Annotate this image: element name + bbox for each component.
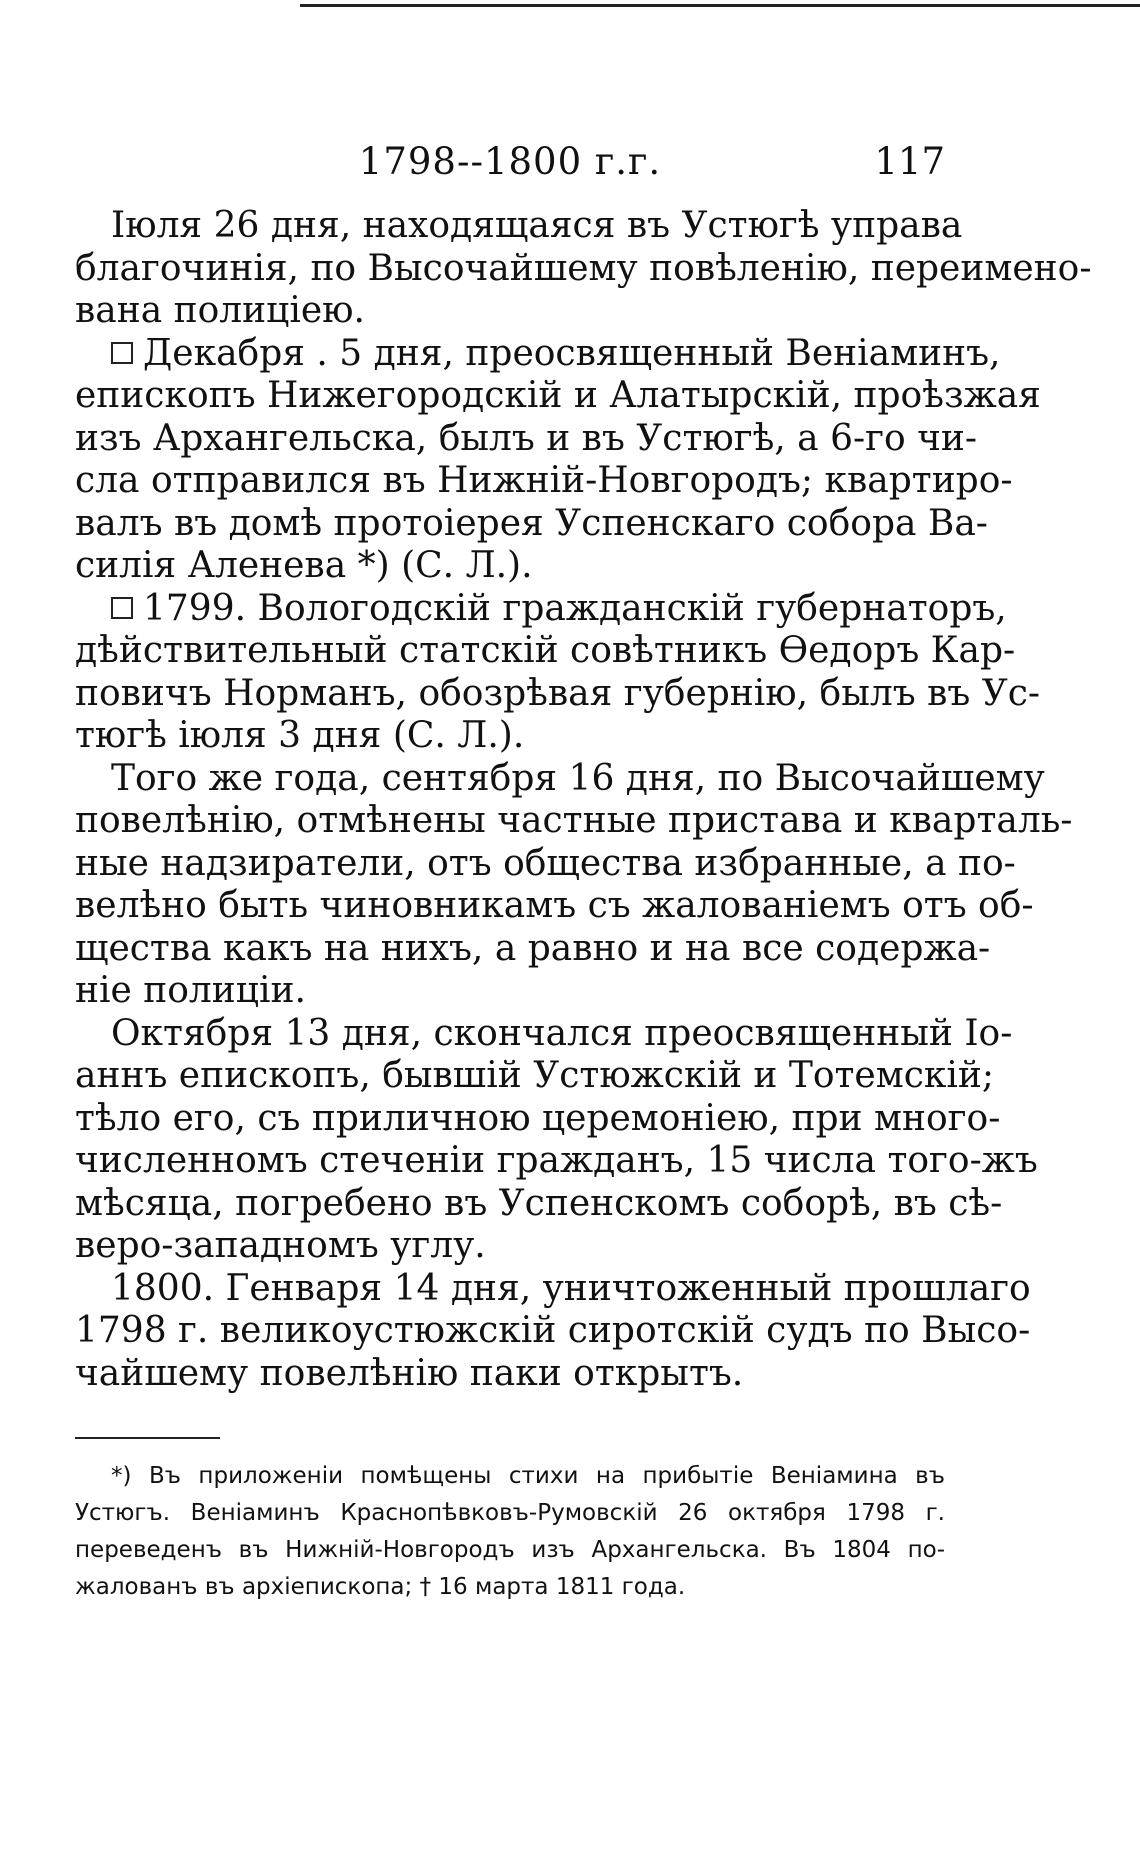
text-line: дѣйствительный статскій совѣтникъ Ѳедоръ Кар-: [75, 630, 1016, 671]
paragraph-6: [75, 1267, 1031, 1396]
text-line: Того же года, сентября 16 дня, по Высочайшему: [111, 757, 1045, 799]
text-line: тѣло его, съ приличною церемоніею, при много-: [75, 1097, 1001, 1139]
footnote-line: Устюгъ. Веніаминъ Краснопѣвковъ-Румовскій 26 октября 1798 г.: [75, 1500, 945, 1526]
square-box-icon: [111, 342, 133, 364]
text-line: 1800. Генваря 14 дня, уничтоженный прошлаго: [111, 1267, 1031, 1309]
body-text: [75, 205, 1092, 1395]
footnote-line: жалованъ въ архіепископа; † 16 марта 1811 года.: [75, 1574, 686, 1600]
text-line: епископъ Нижегородскій и Алатырскій, проѣзжая: [75, 375, 1041, 416]
text-line: повелѣнію, отмѣнены частные пристава и кварталь-: [75, 800, 1073, 841]
text-line: вана полиціею.: [75, 290, 365, 331]
text-line: повичъ Норманъ, обозрѣвая губернію, былъ въ Ус-: [75, 672, 1041, 714]
text-line: благочинія, по Высочайшему повѣленію, переимено-: [75, 247, 1092, 289]
paragraph-5: [75, 1012, 1038, 1268]
paragraph-4: [75, 757, 1073, 1013]
square-box-icon: [111, 597, 133, 619]
text-line: аннъ епископъ, бывшій Устюжскій и Тотемскій;: [75, 1055, 995, 1096]
text-line: валъ въ домѣ протоіерея Успенскаго собора Ва-: [75, 502, 988, 544]
text-line: мѣсяца, погребено въ Успенскомъ соборѣ, въ сѣ-: [75, 1182, 1003, 1224]
footnote-line: переведенъ въ Нижній-Новгородъ изъ Архангельска. Въ 1804 по-: [75, 1537, 945, 1563]
text-line-content: Декабря . 5 дня, преосвященный Веніаминъ,: [143, 332, 1001, 374]
text-line-content: 1799. Вологодскій гражданскій губернаторъ,: [143, 587, 1007, 629]
text-line: ные надзиратели, отъ общества избранные, а по-: [75, 842, 1016, 884]
text-line: [75, 332, 1001, 376]
paragraph-2: [75, 332, 1041, 588]
top-rule: [300, 4, 1140, 7]
text-line: численномъ стеченіи гражданъ, 15 числа того-жъ: [75, 1140, 1038, 1181]
text-line: веро-западномъ углу.: [75, 1225, 486, 1266]
text-line: велѣно быть чиновникамъ съ жалованіемъ отъ об-: [75, 885, 1034, 926]
page-header: [75, 140, 945, 190]
footnote: [75, 1458, 945, 1606]
text-line: Іюля 26 дня, находящаяся въ Устюгѣ управа: [111, 205, 963, 246]
paragraph-1: [75, 205, 1092, 333]
page-number: 117: [874, 140, 945, 183]
paragraph-3: [75, 587, 1041, 758]
text-line: Октября 13 дня, скончался преосвященный Іо-: [111, 1012, 1013, 1054]
text-line: силія Аленева *) (С. Л.).: [75, 545, 533, 586]
text-line: [75, 587, 1007, 631]
running-head: 1798--1800 г.г.: [358, 140, 662, 183]
text-line: сла отправился въ Нижній-Новгородъ; квартиро-: [75, 460, 1013, 501]
text-line: тюгѣ іюля 3 дня (С. Л.).: [75, 715, 525, 756]
text-line: изъ Архангельска, былъ и въ Устюгѣ, а 6-го чи-: [75, 417, 978, 459]
footnote-line: *) Въ приложеніи помѣщены стихи на прибытіе Веніамина въ: [111, 1463, 945, 1489]
footnote-rule: [75, 1437, 220, 1439]
text-line: ніе полиціи.: [75, 970, 306, 1011]
text-line: чайшему повелѣнію паки открытъ.: [75, 1352, 744, 1394]
text-line: щества какъ на нихъ, а равно и на все содержа-: [75, 927, 991, 969]
text-line: 1798 г. великоустюжскій сиротскій судъ по Высо-: [75, 1310, 1031, 1351]
